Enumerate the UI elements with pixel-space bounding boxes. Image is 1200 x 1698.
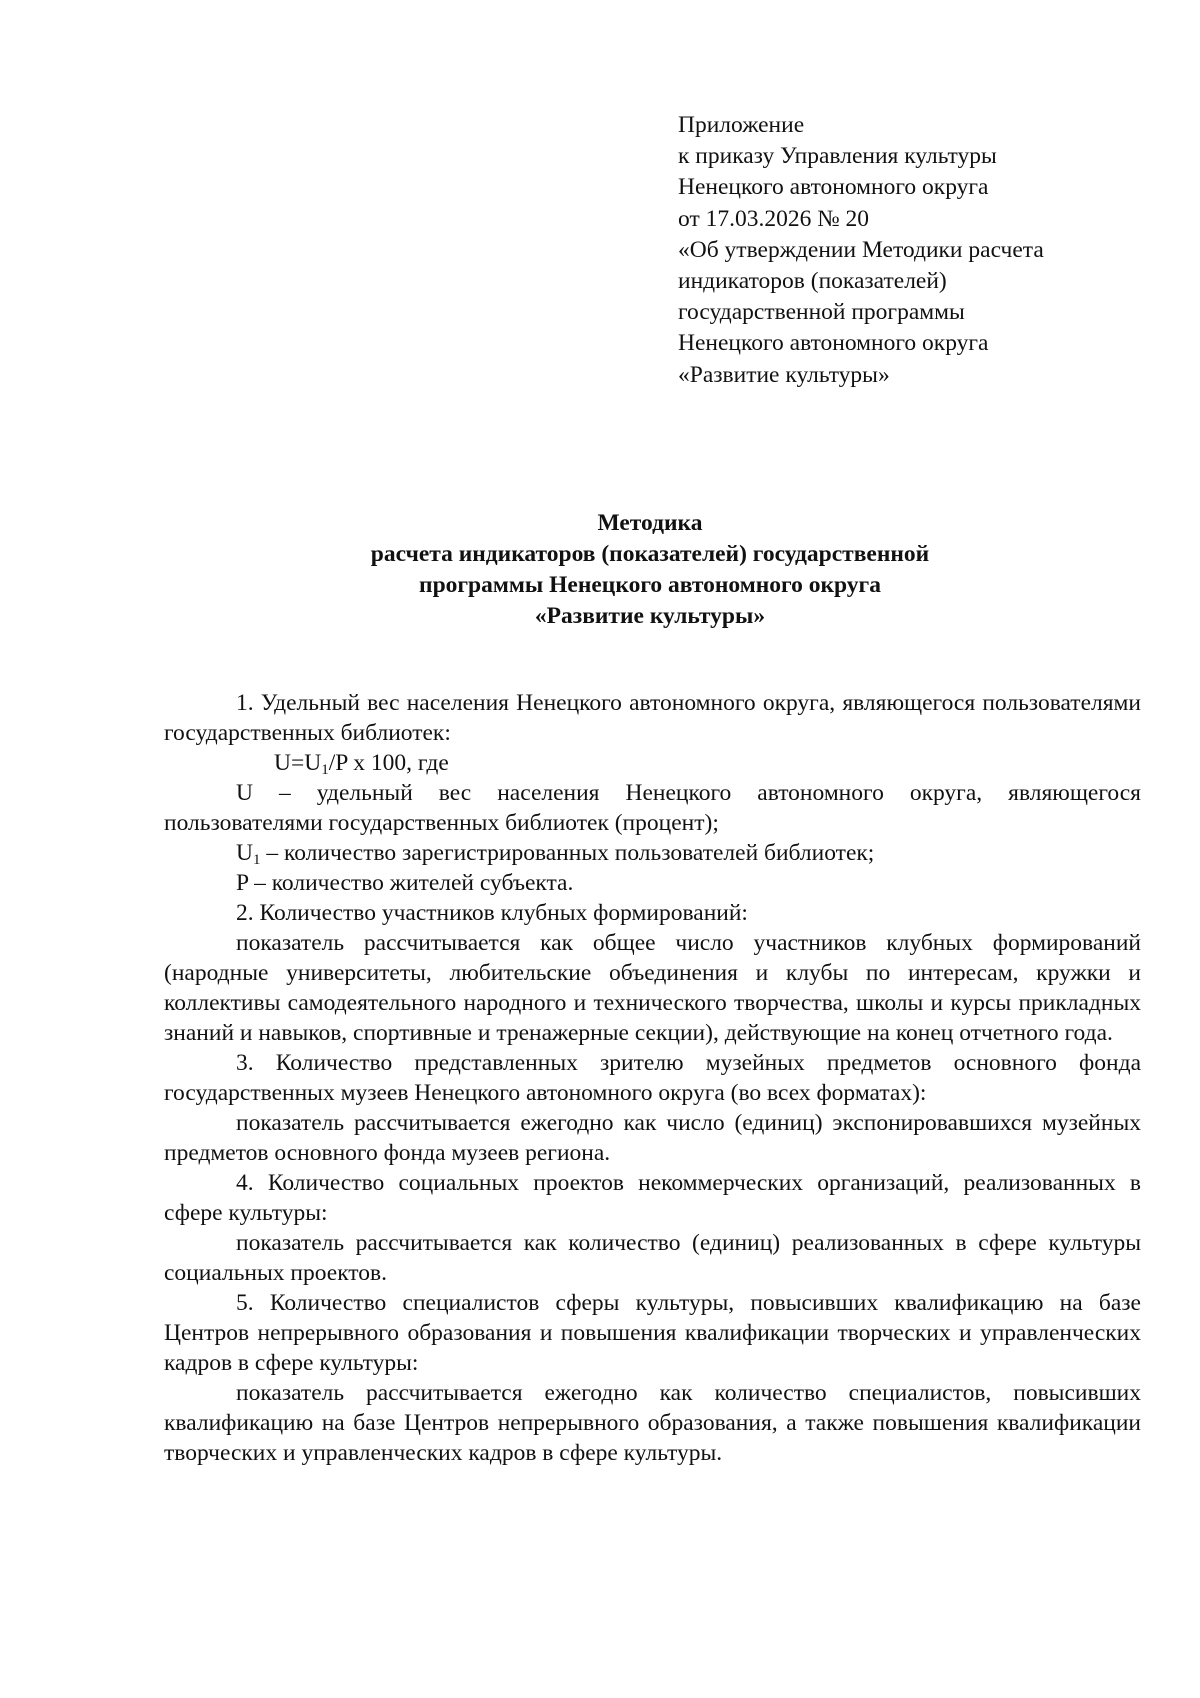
document-body	[164, 688, 1141, 1468]
paragraph-4-description: показатель рассчитывается как количество (единиц) реализованных в сфере культуры социальных проектов.	[164, 1230, 1141, 1286]
definition-p: P – количество жителей субъекта.	[236, 870, 574, 896]
title-line: Методика	[597, 510, 703, 536]
paragraph-3: 3. Количество представленных зрителю музейных предметов основного фонда государственных музеев Ненецкого автономного округа (во всех форматах):	[164, 1050, 1141, 1106]
appendix-line: Ненецкого автономного округа	[678, 174, 989, 201]
appendix-line: Приложение	[678, 112, 805, 138]
paragraph-5: 5. Количество специалистов сферы культуры, повысивших квалификацию на базе Центров непрерывного образования и повышения квалификации творческих и управленческих кадров в сфере культуры:	[164, 1290, 1141, 1376]
appendix-line: «Об утверждении Методики расчета	[678, 236, 1044, 263]
paragraph-2: 2. Количество участников клубных формирований:	[236, 900, 748, 926]
title-line: расчета индикаторов (показателей) государственной	[370, 541, 930, 567]
definition-text: – количество зарегистрированных пользователей библиотек;	[260, 840, 875, 866]
formula	[164, 748, 1141, 778]
definition-symbol: U	[236, 840, 253, 866]
definition-subscript: 1	[252, 852, 261, 868]
formula-part: /P x 100, где	[328, 750, 449, 776]
title-line: программы Ненецкого автономного округа	[419, 572, 881, 598]
appendix-line: государственной программы	[678, 299, 965, 326]
appendix-line: «Развитие культуры»	[678, 361, 890, 388]
definition-u: U – удельный вес населения Ненецкого автономного округа, являющегося пользователями государственных библиотек (процент);	[164, 780, 1141, 836]
document-title	[160, 508, 1140, 632]
appendix-line: от 17.03.2026 № 20	[678, 205, 870, 232]
appendix-header	[678, 110, 1178, 391]
paragraph-1: 1. Удельный вес населения Ненецкого автономного округа, являющегося пользователями государственных библиотек:	[164, 690, 1141, 746]
definition-u1	[164, 838, 1141, 868]
paragraph-4: 4. Количество социальных проектов некоммерческих организаций, реализованных в сфере культуры:	[164, 1170, 1141, 1226]
appendix-line: индикаторов (показателей)	[678, 268, 947, 295]
appendix-line: к приказу Управления культуры	[678, 143, 997, 170]
title-line: «Развитие культуры»	[534, 603, 766, 629]
paragraph-5-description: показатель рассчитывается ежегодно как количество специалистов, повысивших квалификацию на базе Центров непрерывного образования, а также повышения квалификации творческих и управленческих кадров в сфере культуры.	[164, 1380, 1141, 1466]
appendix-line: Ненецкого автономного округа	[678, 330, 989, 357]
paragraph-3-description: показатель рассчитывается ежегодно как число (единиц) экспонировавшихся музейных предметов основного фонда музеев региона.	[164, 1110, 1141, 1166]
formula-subscript: 1	[321, 762, 329, 778]
paragraph-2-description: показатель рассчитывается как общее число участников клубных формирований (народные университеты, любительские объединения и клубы по интересам, кружки и коллективы самодеятельного народного и технического творчества, школы и курсы прикладных знаний и навыков, спортивные и тренажерные секции), действующие на конец отчетного года.	[164, 930, 1141, 1046]
formula-part: U=U	[274, 750, 322, 776]
